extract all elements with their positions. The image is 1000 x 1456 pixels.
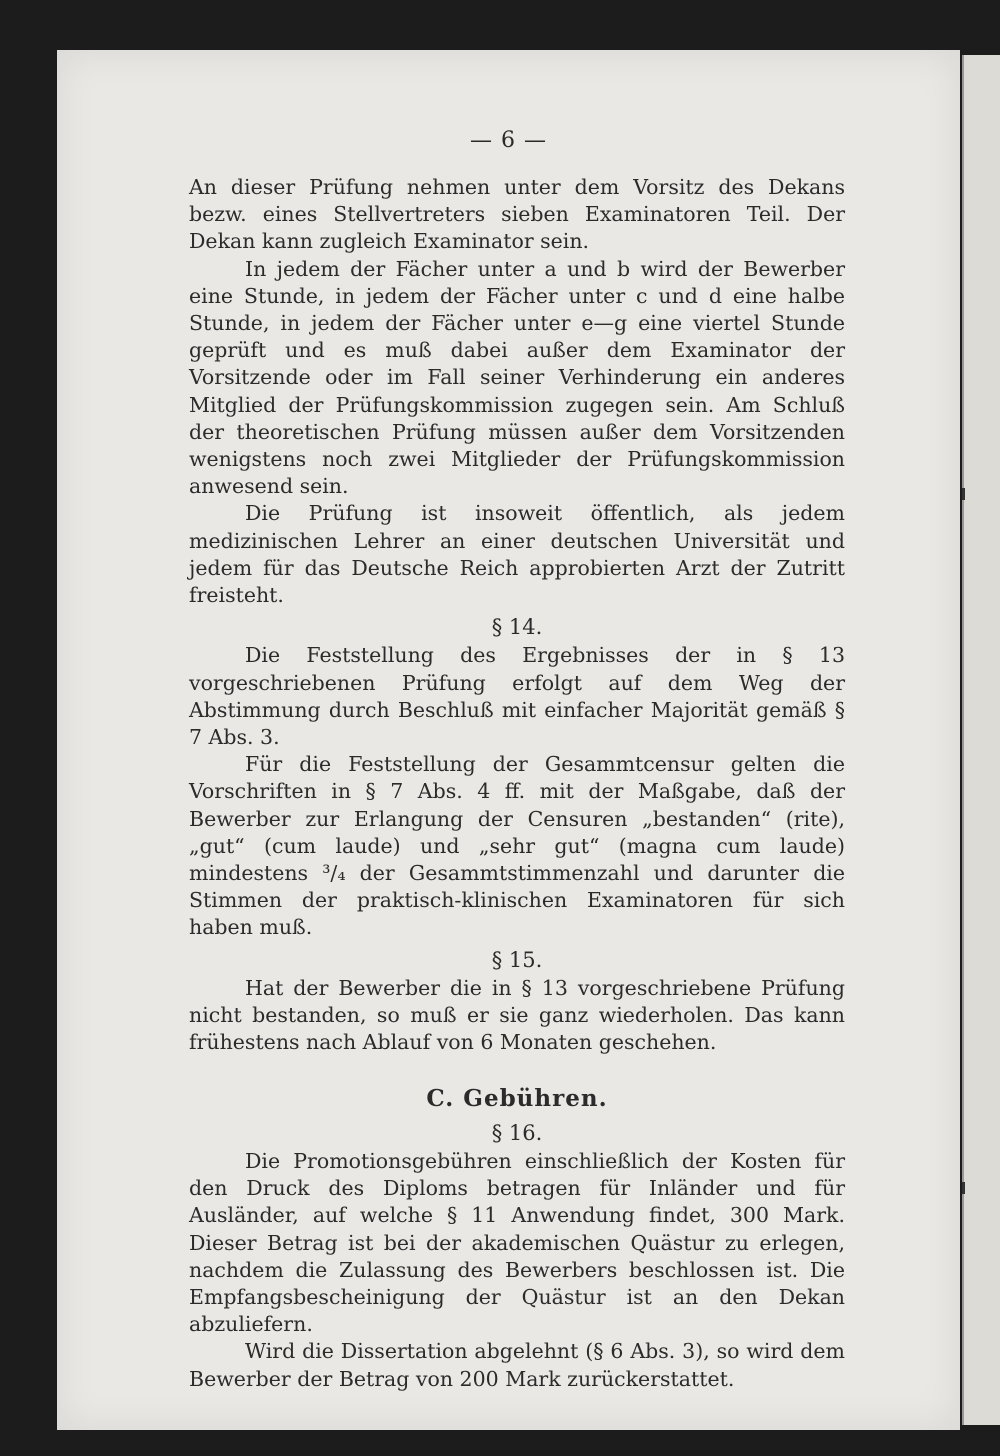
page-number: — 6 — [470,128,547,153]
page-body [189,174,845,1393]
paragraph: Die Promotionsgebühren einschließlich der Kosten für den Druck des Diploms betragen für Inländer und für Ausländer, auf welche § 11 Anwendung findet, 300 Mark. Dieser Betrag ist bei der akademischen Quästur zu erlegen, nachdem die Zulassung des Bewerbers beschlossen ist. Die Empfangsbescheinigung der Quästur ist an den Dekan abzuliefern. [189,1148,845,1337]
chapter-heading: C. Gebühren. [426,1084,608,1112]
paragraph: Die Feststellung des Ergebnisses der in § 13 vorgeschriebenen Prüfung erfolgt auf dem Weg der Abstimmung durch Beschluß mit einfacher Majorität gemäß § 7 Abs. 3. [189,643,845,750]
page-edge-mark [962,1182,965,1194]
adjacent-page-edge [962,55,1000,1425]
page-edge-mark [962,488,965,500]
paragraph: An dieser Prüfung nehmen unter dem Vorsitz des Dekans bezw. eines Stellvertreters sieben Examinatoren Teil. Der Dekan kann zugleich Examinator sein. [189,175,845,254]
paragraph: Die Prüfung ist insoweit öffentlich, als jedem medizinischen Lehrer an einer deutschen Universität und jedem für das Deutsche Reich approbierten Arzt der Zutritt freisteht. [189,501,845,608]
section-number: § 15. [491,947,543,972]
paragraph: Wird die Dissertation abgelehnt (§ 6 Abs. 3), so wird dem Bewerber der Betrag von 200 Mark zurückerstattet. [189,1339,845,1391]
document-page [57,50,960,1430]
section-number: § 16. [491,1120,543,1145]
paragraph: Hat der Bewerber die in § 13 vorgeschriebene Prüfung nicht bestanden, so muß er sie ganz wiederholen. Das kann frühestens nach Ablauf von 6 Monaten geschehen. [189,975,845,1055]
paragraph: Für die Feststellung der Gesammtcensur gelten die Vorschriften in § 7 Abs. 4 ff. mit der Maßgabe, daß der Bewerber zur Erlangung der Censuren „bestanden“ (rite), „gut“ (cum laude) und „sehr gut“ (magna cum laude) mindestens ³/₄ der Gesammtstimmenzahl und darunter die Stimmen der praktisch-klinischen Examinatoren für sich haben muß. [189,752,845,940]
section-number: § 14. [491,615,543,640]
paragraph: In jedem der Fächer unter a und b wird der Bewerber eine Stunde, in jedem der Fächer unter c und d eine halbe Stunde, in jedem der Fächer unter e—g eine viertel Stunde geprüft und es muß dabei außer dem Examinator der Vorsitzende oder im Fall seiner Verhinderung ein anderes Mitglied der Prüfungskommission zugegen sein. Am Schluß der theoretischen Prüfung müssen außer dem Vorsitzenden wenigstens noch zwei Mitglieder der Prüfungskommission anwesend sein. [189,256,845,499]
